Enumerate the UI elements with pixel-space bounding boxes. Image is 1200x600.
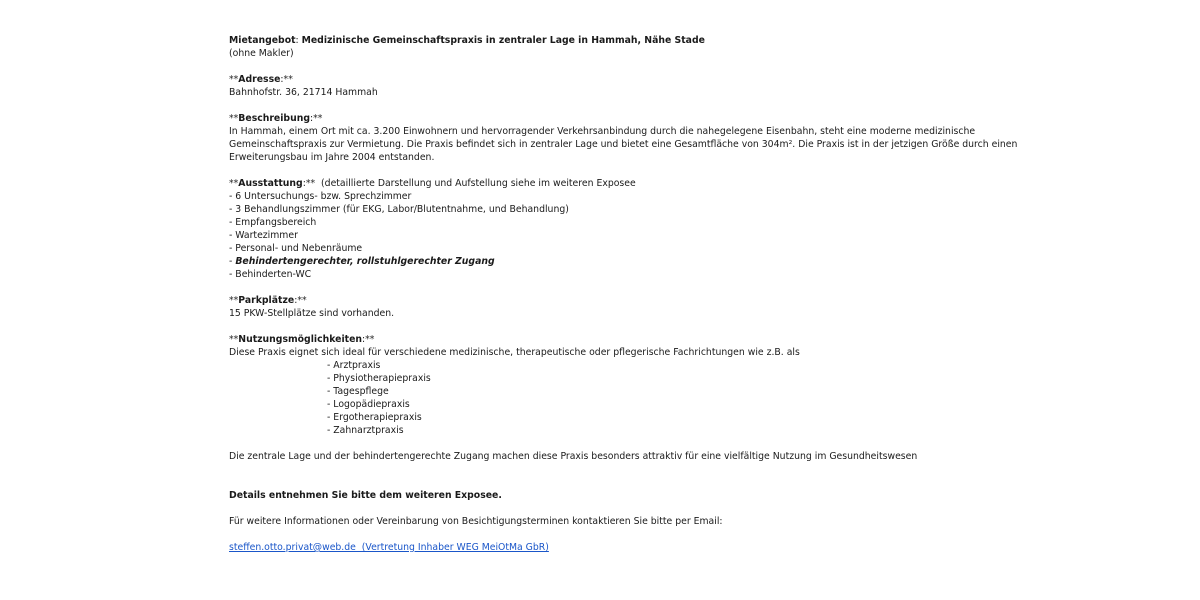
description-line: Gemeinschaftspraxis zur Vermietung. Die Praxis befindet sich in zentraler Lage und bietet eine Gesamtfläche von 304m². Die Praxis ist in der jetzigen Größe durch einen — [229, 139, 1018, 150]
address-heading-pre: ** — [229, 74, 239, 85]
description-heading-post: :** — [309, 113, 323, 124]
parking-value: 15 PKW-Stellplätze sind vorhanden. — [229, 308, 395, 319]
equipment-item: - Behinderten-WC — [229, 269, 312, 280]
usage-item: - Logopädiepraxis — [327, 399, 410, 410]
title-prefix: Mietangebot — [229, 35, 296, 46]
equipment-item: - Wartezimmer — [229, 230, 298, 241]
usage-item: - Physiotherapiepraxis — [327, 373, 431, 384]
equipment-heading-label: Ausstattung — [238, 178, 303, 189]
listing-title — [229, 34, 949, 47]
contact-text: Für weitere Informationen oder Vereinbarung von Besichtigungsterminen kontaktieren Sie bitte per Email: — [229, 516, 723, 527]
equipment-heading — [229, 177, 949, 190]
details-text: Details entnehmen Sie bitte dem weiteren Exposee. — [229, 490, 502, 501]
usage-intro: Diese Praxis eignet sich ideal für verschiedene medizinische, therapeutische oder pflegerische Fachrichtungen wie z.B. als — [229, 347, 800, 358]
listing-document — [229, 34, 1018, 554]
equipment-item-dash: - — [229, 256, 236, 267]
description-heading-pre: ** — [229, 113, 239, 124]
usage-item: - Arztpraxis — [327, 360, 381, 371]
equipment-item: - 3 Behandlungszimmer (für EKG, Labor/Blutentnahme, und Behandlung) — [229, 204, 569, 215]
equipment-note: (detaillierte Darstellung und Aufstellung siehe im weiteren Exposee — [315, 178, 636, 189]
contact-email-line — [229, 541, 949, 554]
parking-heading-post: :** — [294, 295, 307, 306]
address-value: Bahnhofstr. 36, 21714 Hammah — [229, 87, 378, 98]
closing-text: Die zentrale Lage und der behindertengerechte Zugang machen diese Praxis besonders attraktiv für eine vielfältige Nutzung im Gesundheitswesen — [229, 451, 918, 462]
equipment-item: - Empfangsbereich — [229, 217, 317, 228]
equipment-heading-post: :** — [302, 178, 316, 189]
parking-heading — [229, 294, 949, 307]
listing-subtitle: (ohne Makler) — [229, 48, 294, 59]
usage-heading-label: Nutzungsmöglichkeiten — [238, 334, 363, 345]
email-link[interactable]: steffen.otto.privat@web.de (Vertretung Inhaber WEG MeiOtMa GbR) — [229, 542, 549, 553]
usage-item: - Ergotherapiepraxis — [327, 412, 422, 423]
equipment-heading-pre: ** — [229, 178, 239, 189]
equipment-item: - Personal- und Nebenräume — [229, 243, 363, 254]
address-heading-post: :** — [280, 74, 293, 85]
description-heading — [229, 112, 949, 125]
usage-heading — [229, 333, 949, 346]
equipment-item: - 6 Untersuchungs- bzw. Sprechzimmer — [229, 191, 412, 202]
parking-heading-label: Parkplätze — [238, 295, 295, 306]
usage-heading-pre: ** — [229, 334, 239, 345]
title-separator: : — [295, 35, 302, 46]
usage-item: - Zahnarztpraxis — [327, 425, 404, 436]
details-note — [229, 489, 949, 502]
description-heading-label: Beschreibung — [238, 113, 310, 124]
parking-heading-pre: ** — [229, 295, 239, 306]
usage-item: - Tagespflege — [327, 386, 389, 397]
title-text: Medizinische Gemeinschaftspraxis in zentraler Lage in Hammah, Nähe Stade — [301, 35, 705, 46]
equipment-item-accessible — [229, 255, 949, 268]
accessible-entrance-text: Behindertengerechter, rollstuhlgerechter Zugang — [235, 256, 495, 267]
usage-heading-post: :** — [362, 334, 375, 345]
description-line: In Hammah, einem Ort mit ca. 3.200 Einwohnern und hervorragender Verkehrsanbindung durch die nahegelegene Eisenbahn, steht eine moderne medizinische — [229, 126, 976, 137]
address-heading-label: Adresse — [238, 74, 281, 85]
description-line: Erweiterungsbau im Jahre 2004 entstanden. — [229, 152, 435, 163]
address-heading — [229, 73, 949, 86]
